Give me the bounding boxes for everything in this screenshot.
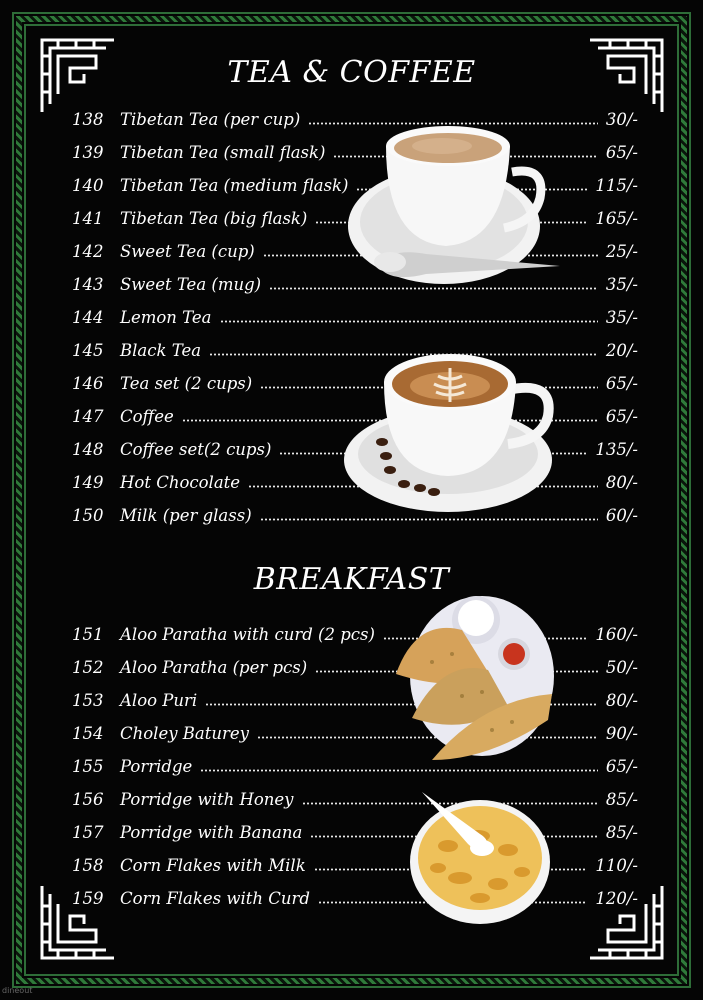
item-price: 65/-	[605, 142, 638, 162]
item-name: Hot Chocolate	[120, 472, 241, 492]
item-number: 140	[72, 175, 104, 195]
item-price: 165/-	[595, 208, 638, 228]
dotted-leader	[200, 769, 598, 772]
section-title-breakfast: BREAKFAST	[253, 562, 450, 597]
item-price: 80/-	[605, 690, 638, 710]
item-name: Black Tea	[120, 340, 202, 360]
item-price: 120/-	[595, 888, 638, 908]
item-number: 145	[72, 340, 104, 360]
item-number: 159	[72, 888, 104, 908]
item-name: Sweet Tea (mug)	[120, 274, 262, 294]
item-number: 143	[72, 274, 104, 294]
item-price: 20/-	[605, 340, 638, 360]
item-name: Aloo Paratha with curd (2 pcs)	[120, 624, 375, 644]
item-price: 110/-	[595, 855, 638, 875]
item-name: Corn Flakes with Milk	[120, 855, 306, 875]
item-name: Tibetan Tea (medium flask)	[120, 175, 349, 195]
item-number: 146	[72, 373, 104, 393]
item-number: 153	[72, 690, 104, 710]
item-price: 30/-	[605, 109, 638, 129]
item-number: 148	[72, 439, 104, 459]
item-name: Tibetan Tea (big flask)	[120, 208, 308, 228]
item-number: 156	[72, 789, 104, 809]
item-number: 152	[72, 657, 104, 677]
item-price: 160/-	[595, 624, 638, 644]
item-number: 147	[72, 406, 104, 426]
dineout-watermark: dineout	[2, 986, 33, 995]
item-price: 80/-	[605, 472, 638, 492]
item-name: Milk (per glass)	[120, 505, 252, 525]
item-price: 25/-	[605, 241, 638, 261]
item-number: 141	[72, 208, 104, 228]
item-name: Tibetan Tea (small flask)	[120, 142, 326, 162]
menu-item-row	[72, 303, 638, 331]
item-number: 149	[72, 472, 104, 492]
item-name: Lemon Tea	[120, 307, 212, 327]
item-name: Coffee	[120, 406, 174, 426]
dotted-leader	[260, 518, 598, 521]
item-number: 155	[72, 756, 104, 776]
cornflakes-bowl-image	[408, 786, 554, 928]
item-number: 157	[72, 822, 104, 842]
item-name: Corn Flakes with Curd	[120, 888, 310, 908]
item-name: Coffee set(2 cups)	[120, 439, 272, 459]
item-price: 135/-	[595, 439, 638, 459]
item-number: 142	[72, 241, 104, 261]
item-number: 150	[72, 505, 104, 525]
item-number: 139	[72, 142, 104, 162]
item-price: 60/-	[605, 505, 638, 525]
dotted-leader	[220, 320, 598, 323]
item-price: 65/-	[605, 373, 638, 393]
item-price: 90/-	[605, 723, 638, 743]
item-number: 151	[72, 624, 104, 644]
item-price: 50/-	[605, 657, 638, 677]
paratha-plate-image	[392, 592, 558, 764]
section-title-tea-coffee: TEA & COFFEE	[227, 55, 476, 90]
item-name: Porridge with Banana	[120, 822, 303, 842]
item-price: 115/-	[595, 175, 638, 195]
item-price: 35/-	[605, 307, 638, 327]
item-name: Tea set (2 cups)	[120, 373, 253, 393]
item-price: 65/-	[605, 756, 638, 776]
latte-cup-image	[342, 346, 556, 514]
tea-cup-image	[346, 122, 562, 290]
item-price: 85/-	[605, 789, 638, 809]
item-name: Aloo Puri	[120, 690, 198, 710]
item-price: 85/-	[605, 822, 638, 842]
item-number: 144	[72, 307, 104, 327]
item-name: Aloo Paratha (per pcs)	[120, 657, 308, 677]
item-price: 35/-	[605, 274, 638, 294]
item-name: Tibetan Tea (per cup)	[120, 109, 301, 129]
item-number: 138	[72, 109, 104, 129]
item-price: 65/-	[605, 406, 638, 426]
item-number: 158	[72, 855, 104, 875]
item-number: 154	[72, 723, 104, 743]
item-name: Sweet Tea (cup)	[120, 241, 255, 261]
item-name: Choley Baturey	[120, 723, 249, 743]
item-name: Porridge with Honey	[120, 789, 294, 809]
item-name: Porridge	[120, 756, 193, 776]
